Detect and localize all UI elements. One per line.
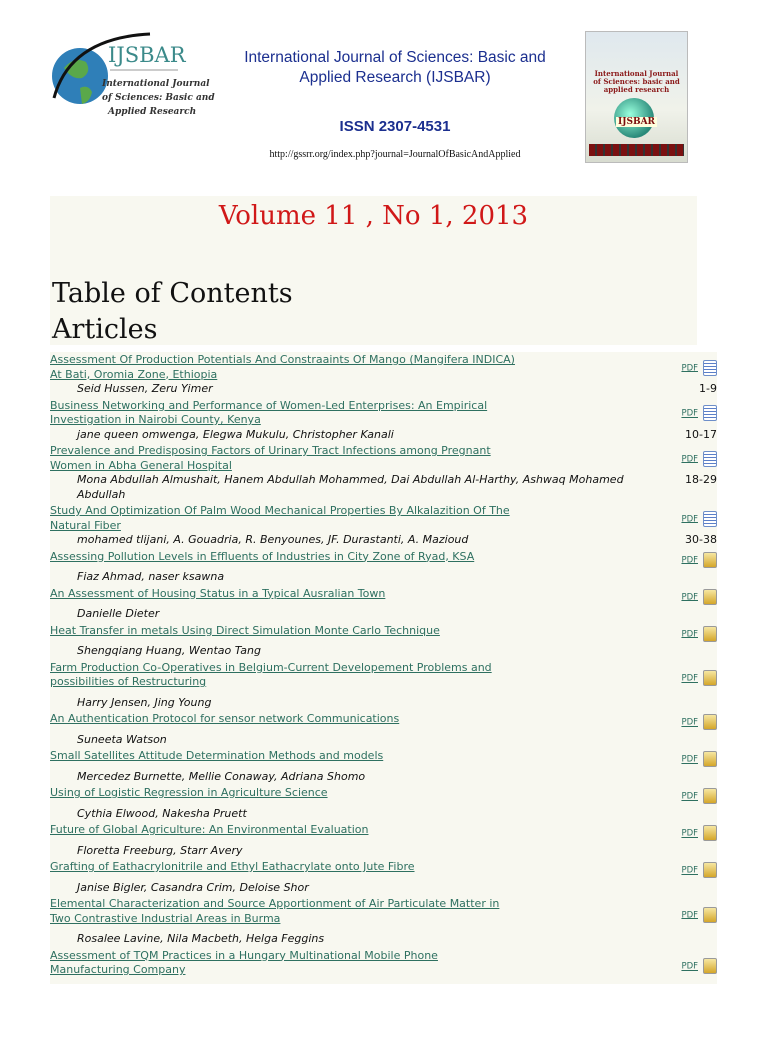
- document-icon[interactable]: [703, 511, 717, 527]
- article-title-row: [50, 785, 717, 807]
- article-title-link[interactable]: Using of Logistic Regression in Agriculture Science: [50, 786, 328, 799]
- article-title-link[interactable]: Farm Production Co-Operatives in Belgium-Current Developement Problems and possibilities of Restructuring: [50, 660, 492, 688]
- pdf-link[interactable]: PDF: [681, 514, 698, 524]
- pdf-link[interactable]: PDF: [681, 828, 698, 839]
- pdf-cell: [670, 785, 717, 807]
- article-title-link[interactable]: Elemental Characterization and Source Apportionment of Air Particulate Matter in Two Contrastive Industrial Areas in Burma: [50, 897, 500, 925]
- article-authors: Cythia Elwood, Nakesha Pruett: [77, 806, 247, 820]
- volume-title: Volume 11 , No 1, 2013: [218, 201, 529, 231]
- pdf-cell: [670, 660, 717, 696]
- journal-title: [215, 48, 575, 88]
- issn: ISSN 2307-4531: [339, 118, 451, 135]
- locked-document-icon[interactable]: [703, 589, 717, 605]
- toc-heading: Table of Contents: [52, 278, 293, 309]
- pdf-cell: [670, 443, 717, 473]
- pdf-cell: [670, 503, 717, 533]
- article-title-cell: [50, 398, 670, 428]
- article-authors-row: [50, 807, 717, 823]
- article-title-cell: [50, 859, 670, 881]
- pdf-cell: [670, 352, 717, 382]
- article-title-link[interactable]: Study And Optimization Of Palm Wood Mechanical Properties By Alkalazition Of The Natural Fiber: [50, 504, 510, 532]
- pdf-link[interactable]: PDF: [681, 555, 698, 566]
- article-title-cell: [50, 586, 670, 608]
- article-title-link[interactable]: Heat Transfer in metals Using Direct Simulation Monte Carlo Technique: [50, 623, 440, 637]
- article-pages: 1-9: [699, 382, 717, 395]
- article-pages: [670, 770, 717, 786]
- article-title-row: [50, 352, 717, 382]
- article-authors: Rosalee Lavine, Nila Macbeth, Helga Feggins: [77, 932, 325, 945]
- article-authors-row: [50, 570, 717, 586]
- pdf-link[interactable]: PDF: [681, 754, 698, 765]
- article-title-link[interactable]: An Assessment of Housing Status in a Typical Ausralian Town: [50, 586, 386, 600]
- article-title-link[interactable]: Grafting of Eathacrylonitrile and Ethyl Eathacrylate onto Jute Fibre: [50, 860, 415, 873]
- pdf-link[interactable]: PDF: [681, 717, 698, 728]
- locked-document-icon[interactable]: [703, 751, 717, 767]
- svg-text:Applied Research: Applied Research: [108, 107, 197, 117]
- pdf-link[interactable]: PDF: [681, 673, 698, 684]
- article-title-link[interactable]: Prevalence and Predisposing Factors of Urinary Tract Infections among Pregnant Women in Abha General Hospital: [50, 444, 491, 472]
- article-authors-row: [50, 473, 717, 503]
- article-title-row: [50, 822, 717, 844]
- article-title-link[interactable]: Assessing Pollution Levels in Effluents of Industries in City Zone of Ryad, KSA: [50, 549, 475, 563]
- pdf-link[interactable]: PDF: [681, 961, 698, 972]
- article-pages: [670, 844, 717, 860]
- article-authors: Shengqiang Huang, Wentao Tang: [77, 644, 261, 657]
- article-authors: Mercedez Burnette, Mellie Conaway, Adriana Shomo: [77, 769, 366, 783]
- article-pages: [670, 570, 717, 586]
- pdf-cell: [670, 896, 717, 932]
- article-authors-row: [50, 770, 717, 786]
- article-authors-row: [50, 881, 717, 897]
- article-authors: jane queen omwenga, Elegwa Mukulu, Christopher Kanali: [77, 427, 394, 441]
- pdf-link[interactable]: PDF: [681, 592, 698, 603]
- article-authors-row: [50, 607, 717, 623]
- article-authors: Fiaz Ahmad, naser ksawna: [77, 570, 225, 583]
- pdf-cell: [670, 859, 717, 881]
- article-title-cell: [50, 711, 670, 733]
- pdf-cell: [670, 948, 717, 984]
- article-pages: [670, 607, 717, 623]
- locked-document-icon[interactable]: [703, 626, 717, 642]
- articles-table: [50, 352, 717, 984]
- logo-text: IJSBAR: [108, 43, 186, 67]
- pdf-link[interactable]: PDF: [681, 791, 698, 802]
- article-pages: [670, 733, 717, 749]
- pdf-link[interactable]: PDF: [681, 910, 698, 920]
- article-title-link[interactable]: Business Networking and Performance of Women-Led Enterprises: An Empirical Investigation in Nairobi County, Kenya: [50, 398, 488, 426]
- article-authors-row: [50, 644, 717, 660]
- locked-document-icon[interactable]: [703, 670, 717, 686]
- article-title-cell: [50, 660, 670, 696]
- article-title-cell: [50, 623, 670, 645]
- article-authors: Suneeta Watson: [77, 732, 167, 746]
- pdf-link[interactable]: PDF: [681, 454, 698, 464]
- article-title-row: [50, 896, 717, 932]
- svg-text:of Sciences: Basic and: of Sciences: Basic and: [102, 93, 215, 103]
- journal-title-line2: Applied Research (IJSBAR): [299, 69, 491, 86]
- cover-logo: IJSBAR: [618, 117, 656, 127]
- article-authors: Seid Hussen, Zeru Yimer: [77, 382, 213, 395]
- article-title-row: [50, 748, 717, 770]
- article-pages: [670, 881, 717, 897]
- journal-cover-image: [585, 31, 688, 163]
- section-heading: Articles: [52, 314, 158, 345]
- article-title-row: [50, 859, 717, 881]
- pdf-cell: [670, 623, 717, 645]
- article-title-cell: [50, 748, 670, 770]
- article-title-cell: [50, 352, 670, 382]
- article-authors-row: [50, 932, 717, 948]
- ijsbar-logo: [50, 28, 215, 122]
- locked-document-icon[interactable]: [703, 958, 717, 974]
- article-title-row: [50, 443, 717, 473]
- article-title-row: [50, 948, 717, 984]
- article-title-row: [50, 660, 717, 696]
- pdf-cell: [670, 549, 717, 571]
- article-title-link[interactable]: Assessment Of Production Potentials And Constraaints Of Mango (Mangifera INDICA) At Bati, Oromia Zone, Ethiopia: [50, 353, 515, 381]
- locked-document-icon[interactable]: [703, 714, 717, 730]
- article-pages: [670, 932, 717, 948]
- article-pages: 18-29: [685, 473, 717, 486]
- article-title-cell: [50, 785, 670, 807]
- article-title-cell: [50, 896, 670, 932]
- article-authors-row: [50, 382, 717, 398]
- pdf-cell: [670, 586, 717, 608]
- article-title-row: [50, 623, 717, 645]
- pdf-cell: [670, 711, 717, 733]
- article-pages: [670, 696, 717, 712]
- article-pages: [670, 807, 717, 823]
- article-title-cell: [50, 948, 670, 984]
- article-title-row: [50, 503, 717, 533]
- article-title-link[interactable]: Future of Global Agriculture: An Environmental Evaluation: [50, 823, 369, 836]
- issue-header: [50, 196, 697, 345]
- article-title-row: [50, 549, 717, 571]
- article-title-link[interactable]: Small Satellites Attitude Determination Methods and models: [50, 749, 384, 762]
- locked-document-icon[interactable]: [703, 907, 717, 923]
- article-authors: Danielle Dieter: [77, 607, 160, 620]
- article-authors: Harry Jensen, Jing Young: [77, 695, 212, 709]
- locked-document-icon[interactable]: [703, 788, 717, 804]
- article-title-row: [50, 711, 717, 733]
- locked-document-icon[interactable]: [703, 862, 717, 878]
- article-authors: Janise Bigler, Casandra Crim, Deloise Shor: [77, 880, 309, 894]
- article-authors: Mona Abdullah Almushait, Hanem Abdullah Mohammed, Dai Abdullah Al-Harthy, Ashwaq Mohamed Abdullah: [77, 473, 624, 501]
- journal-url: http://gssrr.org/index.php?journal=JournalOfBasicAndApplied: [269, 149, 521, 160]
- document-icon[interactable]: [703, 405, 717, 421]
- article-title-row: [50, 586, 717, 608]
- article-pages: 30-38: [685, 533, 717, 546]
- article-authors-row: [50, 533, 717, 549]
- article-authors-row: [50, 733, 717, 749]
- pdf-link[interactable]: PDF: [681, 408, 698, 419]
- document-icon[interactable]: [703, 451, 717, 467]
- article-authors: mohamed tlijani, A. Gouadria, R. Benyounes, JF. Durastanti, A. Mazioud: [77, 533, 469, 546]
- pdf-link[interactable]: PDF: [681, 629, 698, 640]
- article-title-row: [50, 398, 717, 428]
- article-authors-row: [50, 428, 717, 444]
- article-authors-row: [50, 844, 717, 860]
- article-pages: [670, 644, 717, 660]
- pdf-cell: [670, 822, 717, 844]
- pdf-link[interactable]: PDF: [681, 865, 698, 876]
- article-title-cell: [50, 503, 670, 533]
- pdf-cell: [670, 398, 717, 428]
- article-authors: Floretta Freeburg, Starr Avery: [77, 843, 243, 857]
- pdf-cell: [670, 748, 717, 770]
- journal-title-line1: International Journal of Sciences: Basic and: [244, 49, 546, 66]
- pdf-link[interactable]: PDF: [681, 363, 698, 373]
- svg-text:International Journal: International Journal: [102, 79, 210, 89]
- article-title-cell: [50, 822, 670, 844]
- article-title-link[interactable]: Assessment of TQM Practices in a Hungary Multinational Mobile Phone Manufacturing Company: [50, 948, 438, 976]
- locked-document-icon[interactable]: [703, 825, 717, 841]
- document-icon[interactable]: [703, 360, 717, 376]
- article-title-link[interactable]: An Authentication Protocol for sensor network Communications: [50, 712, 400, 725]
- article-authors-row: [50, 696, 717, 712]
- cover-title: International Journal of Sciences: basic and applied research: [593, 69, 680, 94]
- article-pages: 10-17: [685, 427, 717, 441]
- article-title-cell: [50, 549, 670, 571]
- article-title-cell: [50, 443, 670, 473]
- locked-document-icon[interactable]: [703, 552, 717, 568]
